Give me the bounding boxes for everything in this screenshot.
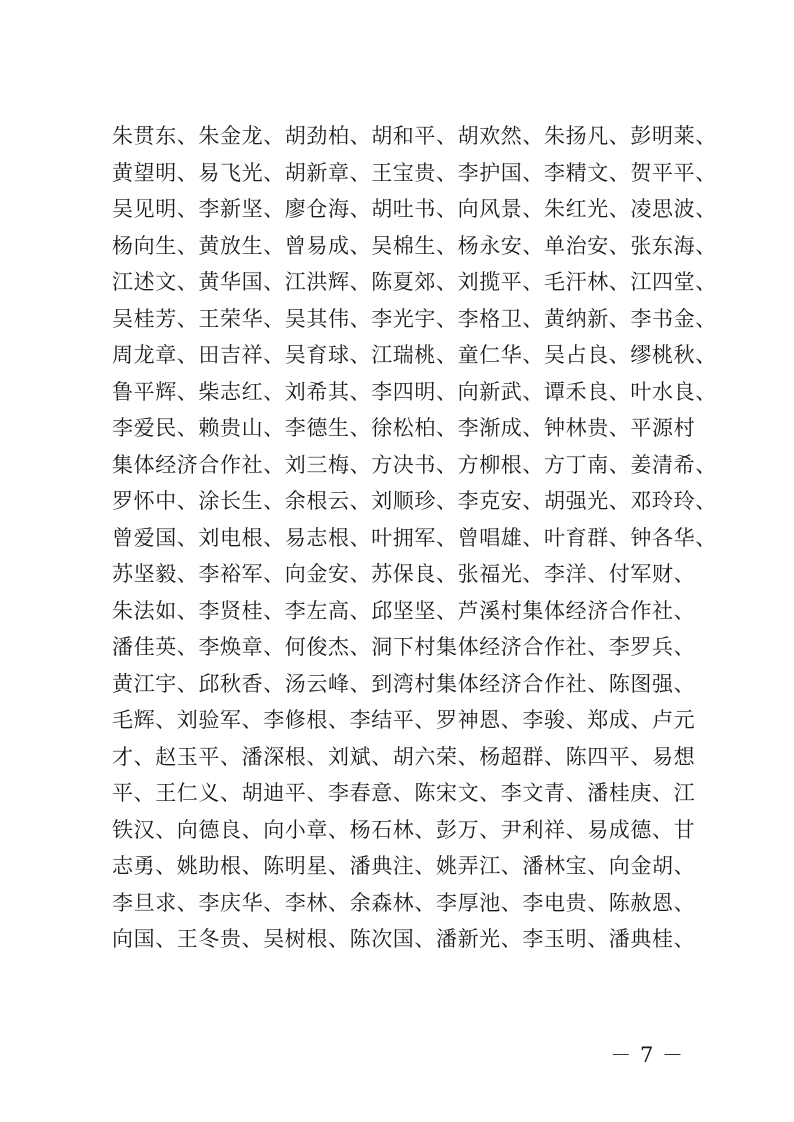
text-line: 志勇、姚助根、陈明星、潘典注、姚弄江、潘林宝、向金胡、 [112, 854, 696, 878]
text-line: 苏坚毅、李裕军、向金安、苏保良、张福光、李洋、付军财、 [112, 562, 696, 586]
text-line: 吴桂芳、王荣华、吴其伟、李光宇、李格卫、黄纳新、李书金、 [112, 306, 717, 331]
text-line: 李爱民、赖贵山、李德生、徐松柏、李渐成、钟林贵、平源村 [112, 416, 696, 440]
text-line: 朱法如、李贤桂、李左高、邱坚坚、芦溪村集体经济合作社、 [112, 598, 696, 623]
text-line: 吴见明、李新坚、廖仓海、胡吐书、向风景、朱红光、凌思波、 [112, 197, 717, 221]
text-line: 集体经济合作社、刘三梅、方决书、方柳根、方丁南、姜清希、 [112, 452, 717, 477]
text-line: 黄望明、易飞光、胡新章、王宝贵、李护国、李精文、贺平平、 [112, 160, 717, 185]
text-line: 曾爱国、刘电根、易志根、叶拥军、曾唱雄、叶育群、钟各华、 [112, 525, 717, 550]
text-line: 向国、王冬贵、吴树根、陈次国、潘新光、李玉明、潘典桂、 [112, 927, 696, 951]
name-list-body [112, 118, 717, 958]
text-line: 黄江宇、邱秋香、汤云峰、到湾村集体经济合作社、陈图强、 [112, 671, 696, 696]
text-line: 平、王仁义、胡迪平、李春意、陈宋文、李文青、潘桂庚、江 [112, 781, 696, 805]
text-line: 才、赵玉平、潘深根、刘斌、胡六荣、杨超群、陈四平、易想 [112, 744, 696, 769]
text-line: 毛辉、刘验军、李修根、李结平、罗神恩、李骏、郑成、卢元 [112, 708, 696, 732]
text-line: 江述文、黄华国、江洪辉、陈夏郊、刘揽平、毛汗林、江四堂、 [112, 270, 717, 294]
text-line: 铁汉、向德良、向小章、杨石林、彭万、尹利祥、易成德、甘 [112, 817, 696, 842]
text-line: 潘佳英、李焕章、何俊杰、洞下村集体经济合作社、李罗兵、 [112, 635, 696, 659]
page-number: － 7 － [610, 1043, 684, 1067]
text-line: 周龙章、田吉祥、吴育球、江瑞桃、童仁华、吴占良、缪桃秋、 [112, 343, 717, 367]
text-line: 李旦求、李庆华、李林、余森林、李厚池、李电贵、陈赦恩、 [112, 890, 696, 915]
text-line: 罗怀中、涂长生、余根云、刘顺珍、李克安、胡强光、邓玲玲、 [112, 489, 717, 513]
text-line: 朱贯东、朱金龙、胡劲柏、胡和平、胡欢然、朱扬凡、彭明莱、 [112, 124, 717, 148]
text-line: 鲁平辉、柴志红、刘希其、李四明、向新武、谭禾良、叶水良、 [112, 379, 717, 404]
text-line: 杨向生、黄放生、曾易成、吴棉生、杨永安、单治安、张东海、 [112, 233, 717, 258]
